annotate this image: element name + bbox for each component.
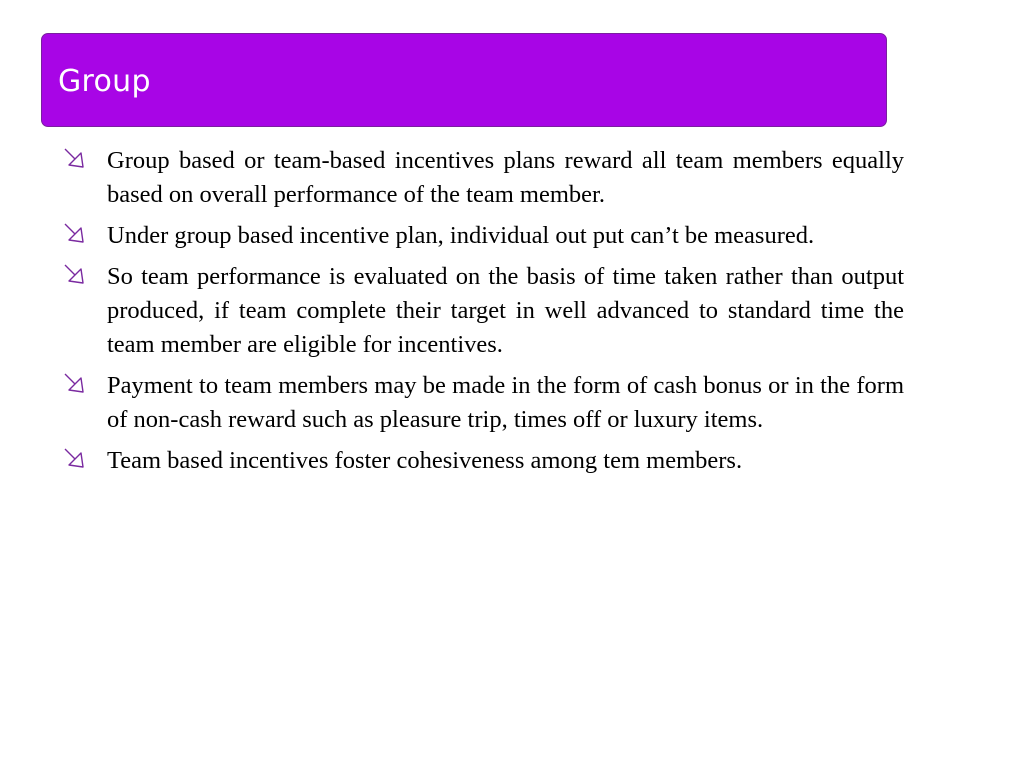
- bullet-text: Group based or team-based incentives plans reward all team members equally based on overall performance of the team member.: [107, 147, 904, 208]
- list-item: [62, 260, 904, 362]
- hollow-arrow-icon: [62, 262, 86, 286]
- hollow-arrow-icon: [62, 446, 86, 470]
- hollow-arrow-icon: [62, 371, 86, 395]
- list-item: [62, 369, 904, 437]
- hollow-arrow-icon: [62, 221, 86, 245]
- hollow-arrow-icon: [62, 146, 86, 170]
- list-item: [62, 444, 904, 478]
- list-item: [62, 219, 904, 253]
- bullet-text: Under group based incentive plan, individual out put can’t be measured.: [107, 222, 815, 249]
- bullet-text: So team performance is evaluated on the basis of time taken rather than output produced, if team complete their target in well advanced to standard time the team member are eligible for incentives.: [107, 263, 904, 358]
- bullet-list: [62, 144, 904, 485]
- page-title: Group: [58, 64, 151, 99]
- list-item: [62, 144, 904, 212]
- bullet-text: Team based incentives foster cohesiveness among tem members.: [107, 447, 743, 474]
- title-bar: [41, 33, 887, 127]
- bullet-text: Payment to team members may be made in the form of cash bonus or in the form of non-cash reward such as pleasure trip, times off or luxury items.: [107, 372, 904, 433]
